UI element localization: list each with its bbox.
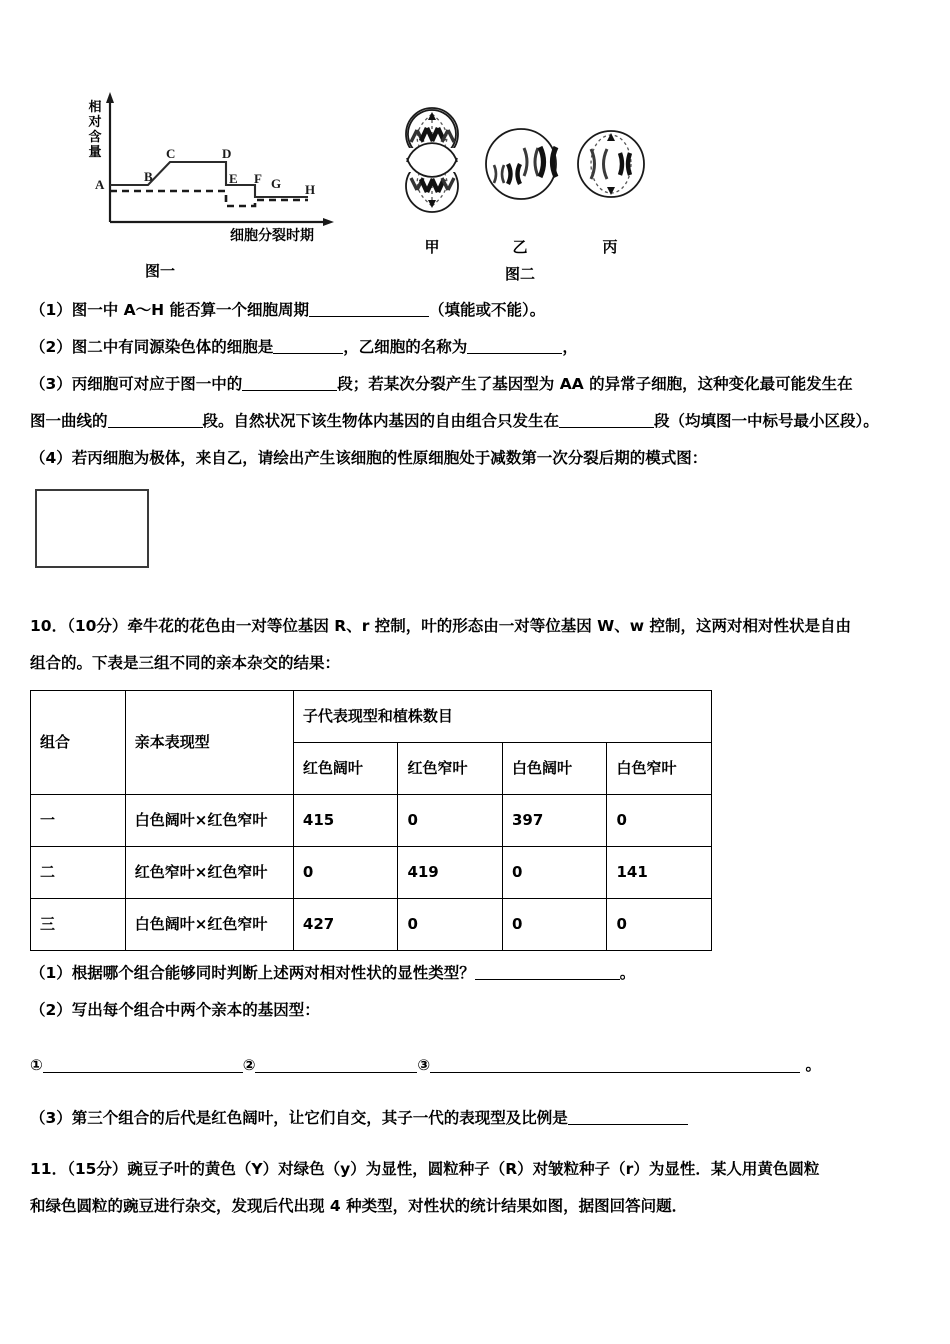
cell-parent: 白色阔叶×红色窄叶 xyxy=(125,795,293,847)
x-axis-label: 细胞分裂时期 xyxy=(230,228,314,244)
q10-sub1-text: （1）根据哪个组合能够同时判断上述两对相对性状的显性类型？ xyxy=(30,964,475,982)
cell-combination: 三 xyxy=(31,899,126,951)
chromosome-dashed-curve xyxy=(110,191,308,206)
q9-sub1-blank[interactable] xyxy=(309,316,429,317)
q9-sub2-text-a: （2）图二中有同源染色体的细胞是 xyxy=(30,338,274,356)
q10-stem-b: 组合的。下表是三组不同的亲本杂交的结果： xyxy=(30,654,341,672)
y-axis-arrow xyxy=(106,92,114,103)
cell-count-3: 0 xyxy=(502,899,607,951)
th-offspring-col-1: 红色阔叶 xyxy=(293,743,398,795)
q9-sub2-blank-1[interactable] xyxy=(273,353,343,354)
table-header-row-1 xyxy=(31,691,712,743)
q10-stem-line2 xyxy=(30,645,920,682)
q10-stem-a: 牵牛花的花色由一对等位基因 R、r 控制，叶的形态由一对等位基因 W、w 控制，这两对相对性状是自由 xyxy=(127,617,851,635)
cell-count-1: 415 xyxy=(293,795,398,847)
figure-one-caption: 图一 xyxy=(145,262,176,280)
q9-sub3-blank-2[interactable] xyxy=(108,427,203,428)
q10-number: 10． xyxy=(30,617,68,635)
table-row xyxy=(31,795,712,847)
point-label-A: A xyxy=(95,177,105,192)
cell-jia xyxy=(406,108,458,212)
q9-sub3-text-a: （3）丙细胞可对应于图一中的 xyxy=(30,375,243,393)
q9-sub3-text-c: 图一曲线的 xyxy=(30,412,108,430)
q9-sub4-text: （4）若丙细胞为极体，来自乙，请绘出产生该细胞的性原细胞处于减数第一次分裂后期的模式图： xyxy=(30,449,708,467)
q10-sub1-blank[interactable] xyxy=(475,979,620,980)
cell-parent: 白色阔叶×红色窄叶 xyxy=(125,899,293,951)
th-offspring-group: 子代表现型和植株数目 xyxy=(293,691,711,743)
cell-count-2: 419 xyxy=(398,847,503,899)
q10-stem-line1 xyxy=(30,608,920,645)
q10-sub2 xyxy=(30,992,920,1029)
q9-sub3-line2 xyxy=(30,403,920,440)
figures-area xyxy=(0,0,950,292)
table-row xyxy=(31,899,712,951)
q11-stem-b: 和绿色圆粒的豌豆进行杂交，发现后代出现 4 种类型，对性状的统计结果如图，据图回答问题． xyxy=(30,1197,688,1215)
q10-sub3-blank[interactable] xyxy=(568,1124,688,1125)
figure-one xyxy=(40,70,380,290)
cell-count-4: 141 xyxy=(607,847,712,899)
q9-sub3-blank-1[interactable] xyxy=(242,390,337,391)
cell-count-3: 0 xyxy=(502,847,607,899)
q9-sub1 xyxy=(30,292,920,329)
q9-sub2-text-b: ，乙细胞的名称为 xyxy=(343,338,468,356)
q9-sub2-text-c: ， xyxy=(562,338,578,356)
mark-2: ② xyxy=(242,1055,256,1074)
q9-sub2-blank-2[interactable] xyxy=(467,353,562,354)
section-spacer-2 xyxy=(30,1137,920,1151)
th-parent-phenotype: 亲本表现型 xyxy=(125,691,293,795)
cell-count-4: 0 xyxy=(607,899,712,951)
th-offspring-col-3: 白色阔叶 xyxy=(502,743,607,795)
th-combination: 组合 xyxy=(31,691,126,795)
section-spacer xyxy=(30,582,920,608)
q10-sub2-text: （2）写出每个组合中两个亲本的基因型： xyxy=(30,1001,320,1019)
cell-count-4: 0 xyxy=(607,795,712,847)
drawing-answer-box[interactable] xyxy=(35,489,149,568)
q9-sub3-text-d: 段。自然状况下该生物体内基因的自由组合只发生在 xyxy=(202,412,560,430)
question-11-block xyxy=(0,1151,950,1225)
y-axis-char-1: 相 xyxy=(88,100,102,115)
q9-sub2 xyxy=(30,329,920,366)
q9-sub3-text-e: 段（均填图一中标号最小区段）。 xyxy=(654,412,879,430)
mark-3: ③ xyxy=(417,1055,431,1074)
cell-count-1: 427 xyxy=(293,899,398,951)
th-offspring-col-2: 红色窄叶 xyxy=(398,743,503,795)
table-row xyxy=(31,847,712,899)
question-9-block xyxy=(0,292,950,608)
q10-sub2-end: 。 xyxy=(805,1055,822,1074)
cell-yi xyxy=(486,129,556,199)
q9-sub3-text-b: 段；若某次分裂产生了基因型为 AA 的异常子细胞，这种变化最可能发生在 xyxy=(337,375,853,393)
point-label-D: D xyxy=(222,146,232,161)
q10-genotype-answer-row xyxy=(30,1045,920,1085)
q9-sub3-blank-3[interactable] xyxy=(559,427,654,428)
cell-count-1: 0 xyxy=(293,847,398,899)
q11-stem-line2 xyxy=(30,1188,920,1225)
figure-two xyxy=(385,100,685,290)
y-axis-char-4: 量 xyxy=(88,145,102,160)
point-label-B: B xyxy=(144,169,153,184)
mark-1: ① xyxy=(30,1055,43,1074)
q10-score: （10分） xyxy=(67,617,128,635)
cross-results-table xyxy=(30,690,712,951)
q10-sub3-text: （3）第三个组合的后代是红色阔叶，让它们自交，其子一代的表现型及比例是 xyxy=(30,1109,568,1127)
q9-sub3-line1 xyxy=(30,366,920,403)
cell-count-3: 397 xyxy=(502,795,607,847)
q10-genotype-blank-2[interactable] xyxy=(255,1072,417,1073)
q11-stem-a: 豌豆子叶的黄色（Y）对绿色（y）为显性，圆粒种子（R）对皱粒种子（r）为显性．某人用黄色圆粒 xyxy=(127,1160,820,1178)
q10-genotype-blank-3[interactable] xyxy=(430,1072,800,1073)
y-axis-char-2: 对 xyxy=(88,115,102,130)
cell-count-2: 0 xyxy=(398,899,503,951)
question-10-block xyxy=(0,608,950,1151)
cell-count-2: 0 xyxy=(398,795,503,847)
cell-cycle-chart xyxy=(40,70,380,270)
q9-sub4 xyxy=(30,440,920,477)
cell-parent: 红色窄叶×红色窄叶 xyxy=(125,847,293,899)
cell-caption-bing: 丙 xyxy=(602,238,618,256)
cell-caption-yi: 乙 xyxy=(512,238,528,256)
x-axis-arrow xyxy=(323,218,334,226)
q9-sub1-text-a: （1）图一中 A～H 能否算一个细胞周期 xyxy=(30,301,310,319)
cell-caption-jia: 甲 xyxy=(424,238,440,256)
cell-combination: 二 xyxy=(31,847,126,899)
point-label-C: C xyxy=(166,146,176,161)
y-axis-char-3: 含 xyxy=(88,130,102,145)
q11-score: （15分） xyxy=(67,1160,128,1178)
point-label-G: G xyxy=(271,176,282,191)
cell-bing xyxy=(578,131,644,197)
q9-sub1-text-b: （填能或不能）。 xyxy=(429,301,546,319)
q10-genotype-blank-1[interactable] xyxy=(43,1072,243,1073)
q11-stem-line1 xyxy=(30,1151,920,1188)
point-label-E: E xyxy=(229,171,238,186)
q11-number: 11． xyxy=(30,1160,68,1178)
q10-sub1 xyxy=(30,955,920,992)
q10-sub3 xyxy=(30,1100,920,1137)
th-offspring-col-4: 白色窄叶 xyxy=(607,743,712,795)
cell-combination: 一 xyxy=(31,795,126,847)
point-label-H: H xyxy=(305,182,316,197)
figure-two-caption: 图二 xyxy=(504,265,535,283)
q10-sub1-end: 。 xyxy=(619,964,636,982)
point-label-F: F xyxy=(254,171,262,186)
